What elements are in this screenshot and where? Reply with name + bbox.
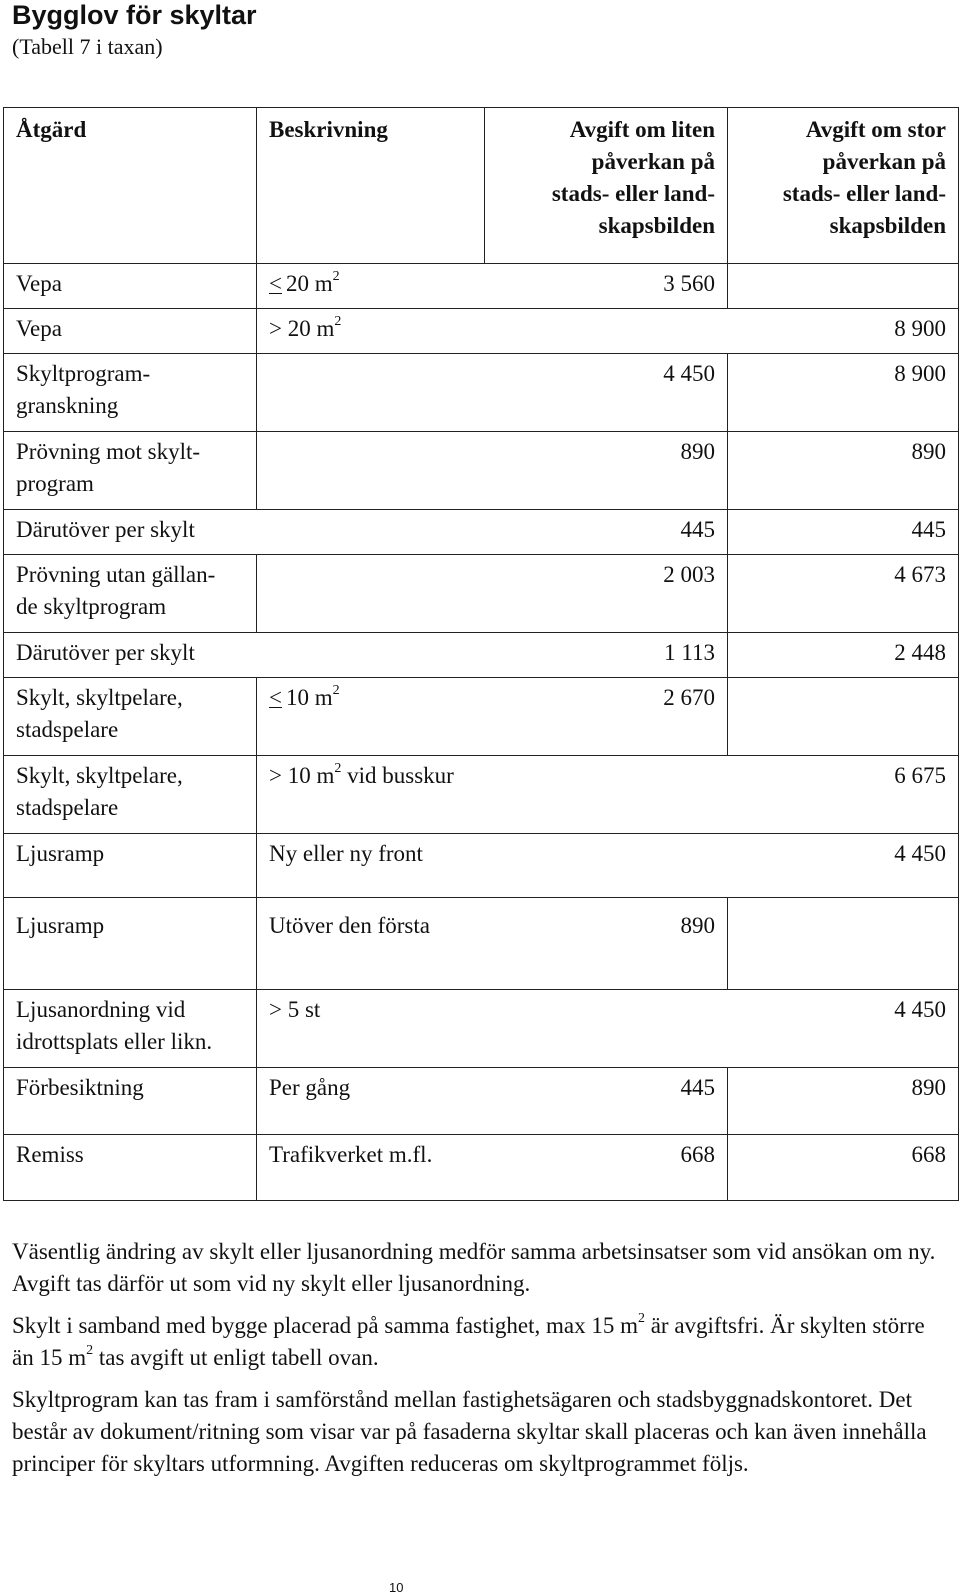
cell-action	[4, 756, 257, 834]
cell-small-fee: 445	[485, 510, 728, 555]
cell-description	[257, 309, 485, 354]
cell-large-fee: 890	[728, 1068, 959, 1135]
cell-description	[257, 354, 485, 432]
cell-action: Ljusramp	[4, 834, 257, 898]
cell-large-fee	[728, 678, 959, 756]
table-row	[4, 633, 959, 678]
superscript: 2	[332, 683, 340, 699]
fee-table	[3, 107, 959, 1201]
superscript: 2	[334, 314, 342, 330]
cell-action	[4, 354, 257, 432]
cell-small-fee	[485, 309, 728, 354]
cell-small-fee	[485, 756, 728, 834]
cell-description: Utöver den första	[257, 898, 485, 990]
table-row	[4, 555, 959, 633]
note-text: tas avgift ut enligt tabell ovan.	[93, 1345, 379, 1370]
action-line: de skyltprogram	[16, 594, 167, 619]
cell-action: Förbesiktning	[4, 1068, 257, 1135]
cell-small-fee: 3 560	[485, 264, 728, 309]
cell-large-fee: 8 900	[728, 309, 959, 354]
cell-action: Därutöver per skylt	[4, 510, 485, 555]
cell-action	[4, 990, 257, 1068]
header-atgard: Åtgärd	[4, 108, 257, 264]
cell-description	[257, 756, 485, 834]
table-row	[4, 432, 959, 510]
cell-action: Vepa	[4, 309, 257, 354]
cell-large-fee: 4 450	[728, 990, 959, 1068]
table-row	[4, 834, 959, 898]
cell-description	[257, 432, 485, 510]
cell-description	[257, 555, 485, 633]
cell-description: > 5 st	[257, 990, 485, 1068]
desc-text: > 10 m	[269, 763, 335, 788]
header-large-line: skapsbilden	[829, 213, 946, 238]
table-row	[4, 264, 959, 309]
header-small-line: stads- eller land-	[551, 181, 715, 206]
action-line: stadspelare	[16, 795, 119, 820]
header-large-line: stads- eller land-	[782, 181, 946, 206]
cell-action: Remiss	[4, 1135, 257, 1201]
cell-small-fee: 890	[485, 898, 728, 990]
cell-description: Trafikverket m.fl.	[257, 1135, 485, 1201]
desc-text: > 20 m	[269, 316, 335, 341]
header-large-impact	[728, 108, 959, 264]
action-line: Skyltprogram-	[16, 361, 151, 386]
superscript: 2	[637, 1311, 645, 1327]
note-paragraph	[12, 1310, 942, 1374]
table-row	[4, 510, 959, 555]
cell-large-fee: 2 448	[728, 633, 959, 678]
cell-large-fee: 4 450	[728, 834, 959, 898]
header-beskrivning: Beskrivning	[257, 108, 485, 264]
note-text: Skylt i samband med bygge placerad på samma fastighet, max 15 m	[12, 1313, 638, 1338]
header-small-line: skapsbilden	[598, 213, 715, 238]
cell-action: Ljusramp	[4, 898, 257, 990]
cell-large-fee: 445	[728, 510, 959, 555]
note-paragraph: Skyltprogram kan tas fram i samförstånd mellan fastighetsägaren och stadsbyggnadskontoret. Det består av dokument/ritning som visar var på fasaderna skyltar skall placeras och kan även innehålla principer för skyltars utformning. Avgiften reduceras om skyltprogrammet följs.	[12, 1387, 927, 1476]
action-line: Skylt, skyltpelare,	[16, 763, 183, 788]
action-line: idrottsplats eller likn.	[16, 1029, 213, 1054]
desc-text: vid busskur	[341, 763, 454, 788]
action-line: Skylt, skyltpelare,	[16, 685, 183, 710]
cell-description	[257, 264, 485, 309]
cell-small-fee: 890	[485, 432, 728, 510]
header-large-line: Avgift om stor	[805, 117, 946, 142]
cell-large-fee	[728, 264, 959, 309]
desc-text: 20 m	[285, 271, 333, 296]
table-row	[4, 1135, 959, 1201]
cell-description	[257, 678, 485, 756]
table-row	[4, 898, 959, 990]
action-line: granskning	[16, 393, 119, 418]
cell-large-fee: 890	[728, 432, 959, 510]
table-row	[4, 678, 959, 756]
less-equal-symbol: <	[269, 271, 282, 296]
table-row	[4, 1068, 959, 1135]
header-small-line: påverkan på	[591, 149, 715, 174]
superscript: 2	[86, 1343, 94, 1359]
action-line: program	[16, 471, 94, 496]
note-text: är avgiftsfri. Är skylten större än 15 m	[12, 1313, 925, 1370]
cell-small-fee: 445	[485, 1068, 728, 1135]
table-row	[4, 990, 959, 1068]
header-small-line: Avgift om liten	[569, 117, 715, 142]
superscript: 2	[332, 269, 340, 285]
cell-action: Vepa	[4, 264, 257, 309]
cell-small-fee: 4 450	[485, 354, 728, 432]
cell-large-fee: 8 900	[728, 354, 959, 432]
cell-small-fee	[485, 990, 728, 1068]
header-large-line: påverkan på	[822, 149, 946, 174]
cell-action	[4, 555, 257, 633]
cell-action	[4, 432, 257, 510]
cell-small-fee: 1 113	[485, 633, 728, 678]
table-row	[4, 756, 959, 834]
note-paragraph: Väsentlig ändring av skylt eller ljusanordning medför samma arbetsinsatser som vid ansökan om ny. Avgift tas därför ut som vid ny skylt eller ljusanordning.	[12, 1239, 936, 1296]
cell-description: Per gång	[257, 1068, 485, 1135]
header-small-impact	[485, 108, 728, 264]
cell-small-fee: 668	[485, 1135, 728, 1201]
action-line: stadspelare	[16, 717, 119, 742]
action-line: Ljusanordning vid	[16, 997, 186, 1022]
notes-section	[12, 1236, 942, 1490]
cell-action: Därutöver per skylt	[4, 633, 485, 678]
desc-text: 10 m	[285, 685, 333, 710]
cell-large-fee: 6 675	[728, 756, 959, 834]
cell-small-fee: 2 670	[485, 678, 728, 756]
cell-small-fee	[485, 834, 728, 898]
page-subtitle: (Tabell 7 i taxan)	[12, 34, 163, 59]
action-line: Prövning mot skylt-	[16, 439, 201, 464]
cell-large-fee: 668	[728, 1135, 959, 1201]
table-row	[4, 354, 959, 432]
table-header-row	[4, 108, 959, 264]
cell-large-fee: 4 673	[728, 555, 959, 633]
cell-small-fee: 2 003	[485, 555, 728, 633]
table-row	[4, 309, 959, 354]
cell-large-fee	[728, 898, 959, 990]
cell-action	[4, 678, 257, 756]
page-number: 10	[389, 1580, 404, 1595]
cell-description: Ny eller ny front	[257, 834, 485, 898]
page-title: Bygglov för skyltar	[12, 0, 257, 30]
action-line: Prövning utan gällan-	[16, 562, 216, 587]
less-equal-symbol: <	[269, 685, 282, 710]
superscript: 2	[334, 761, 342, 777]
